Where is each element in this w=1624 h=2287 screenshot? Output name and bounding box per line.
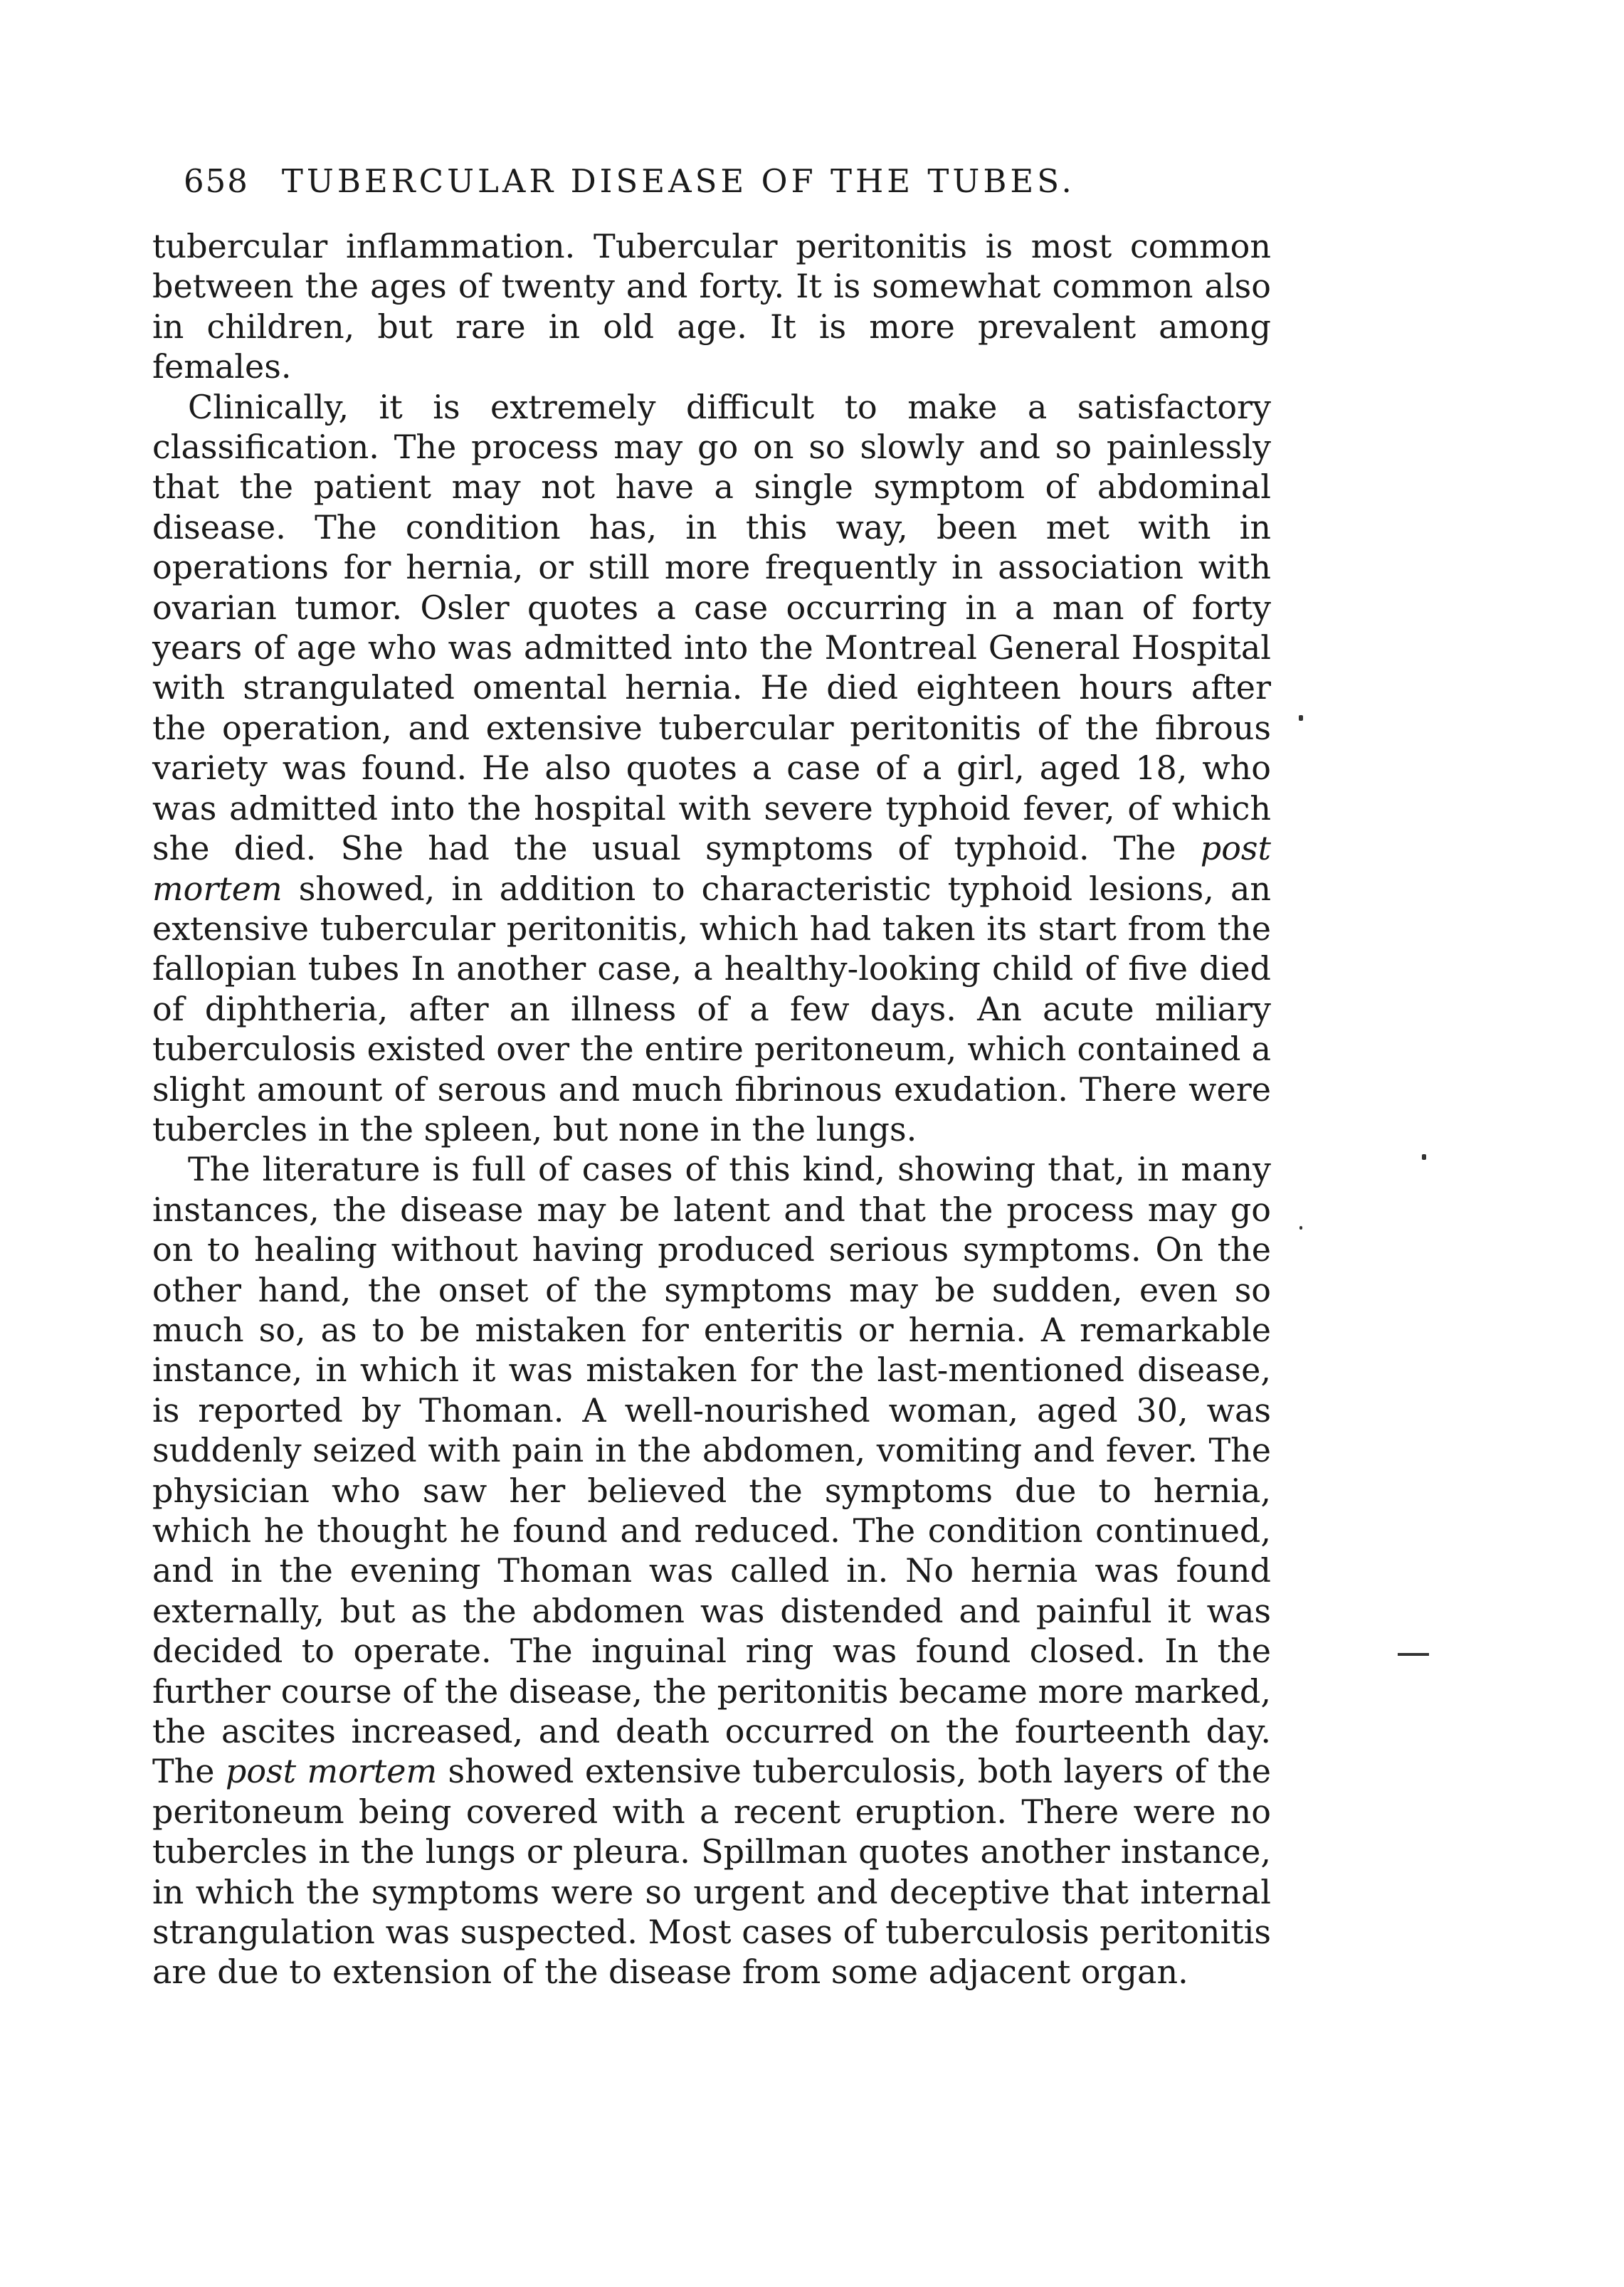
running-title: TUBERCULAR DISEASE OF THE TUBES. [281,162,1075,200]
margin-dash [1398,1653,1429,1656]
paragraph-2 [152,387,1271,1150]
margin-speck [1422,1154,1426,1160]
paragraph-2-text-a: Clinically, it is extremely difficult to make a satisfactory classification. The process may go on so slowly and so painlessly that the patient may not have a single symptom of abdominal disease. The condition has, in this way, been met with in operations for hernia, or still more frequently in association with ovarian tumor. Osler quotes a case occurring in a man of forty years of age who was admitted into the Montreal General Hospital with strangulated omental hernia. He died eighteen hours after the operation, and extensive tubercular peritonitis of the fibrous variety was found. He also quotes a case of a girl, aged 18, who was admitted into the hospital with severe typhoid fever, of which she died. She had the usual symptoms of typhoid. The [152,387,1271,868]
paragraph-1: tubercular inflammation. Tubercular peritonitis is most common between the ages of twenty and forty. It is somewhat common also in children, but rare in old age. It is more prevalent among females. [152,227,1271,386]
paragraph-3 [152,1149,1271,1992]
body-text [152,226,1271,1992]
margin-speck [1299,715,1303,721]
paragraph-2-text-b: showed, in addition to characteristic typhoid lesions, an extensive tubercular peritonitis, which had taken its start from the fallopian tubes In another case, a healthy-looking child of five died of diphtheria, after an illness of a few days. An acute miliary tuberculosis existed over the entire peritoneum, which contained a slight amount of serous and much fibrinous exudation. There were tubercles in the spleen, but none in the lungs. [152,869,1271,1148]
paragraph-3-text-a: The literature is full of cases of this kind, showing that, in many instances, the disease may be latent and that the process may go on to healing without having produced serious symptoms. On the other hand, the onset of the symptoms may be sudden, even so much so, as to be mistaken for enteritis or hernia. A remarkable instance, in which it was mistaken for the last-mentioned disease, is reported by Thoman. A well-nourished woman, aged 30, was suddenly seized with pain in the abdomen, vomiting and fever. The physician who saw her believed the symptoms due to hernia, which he thought he found and reduced. The condition continued, and in the evening Thoman was called in. No hernia was found externally, but as the abdomen was distended and painful it was decided to operate. The inguinal ring was found closed. In the further course of the disease, the peritonitis became more marked, the ascites increased, and death occurred on the fourteenth day. The [152,1150,1271,1791]
paragraph-3-text-b: showed extensive tuberculosis, both layers of the peritoneum being covered with a recent eruption. There were no tubercles in the lungs or pleura. Spillman quotes another instance, in which the symptoms were so urgent and deceptive that internal strangulation was suspected. Most cases of tuberculosis peritonitis are due to extension of the disease from some adjacent organ. [152,1752,1272,1992]
running-header [184,162,1294,200]
paragraph-3-italic: post mortem [225,1752,438,1791]
page-number: 658 [184,162,249,200]
margin-speck [1299,1226,1302,1230]
paragraph-2-italic: post mortem [152,829,1272,908]
